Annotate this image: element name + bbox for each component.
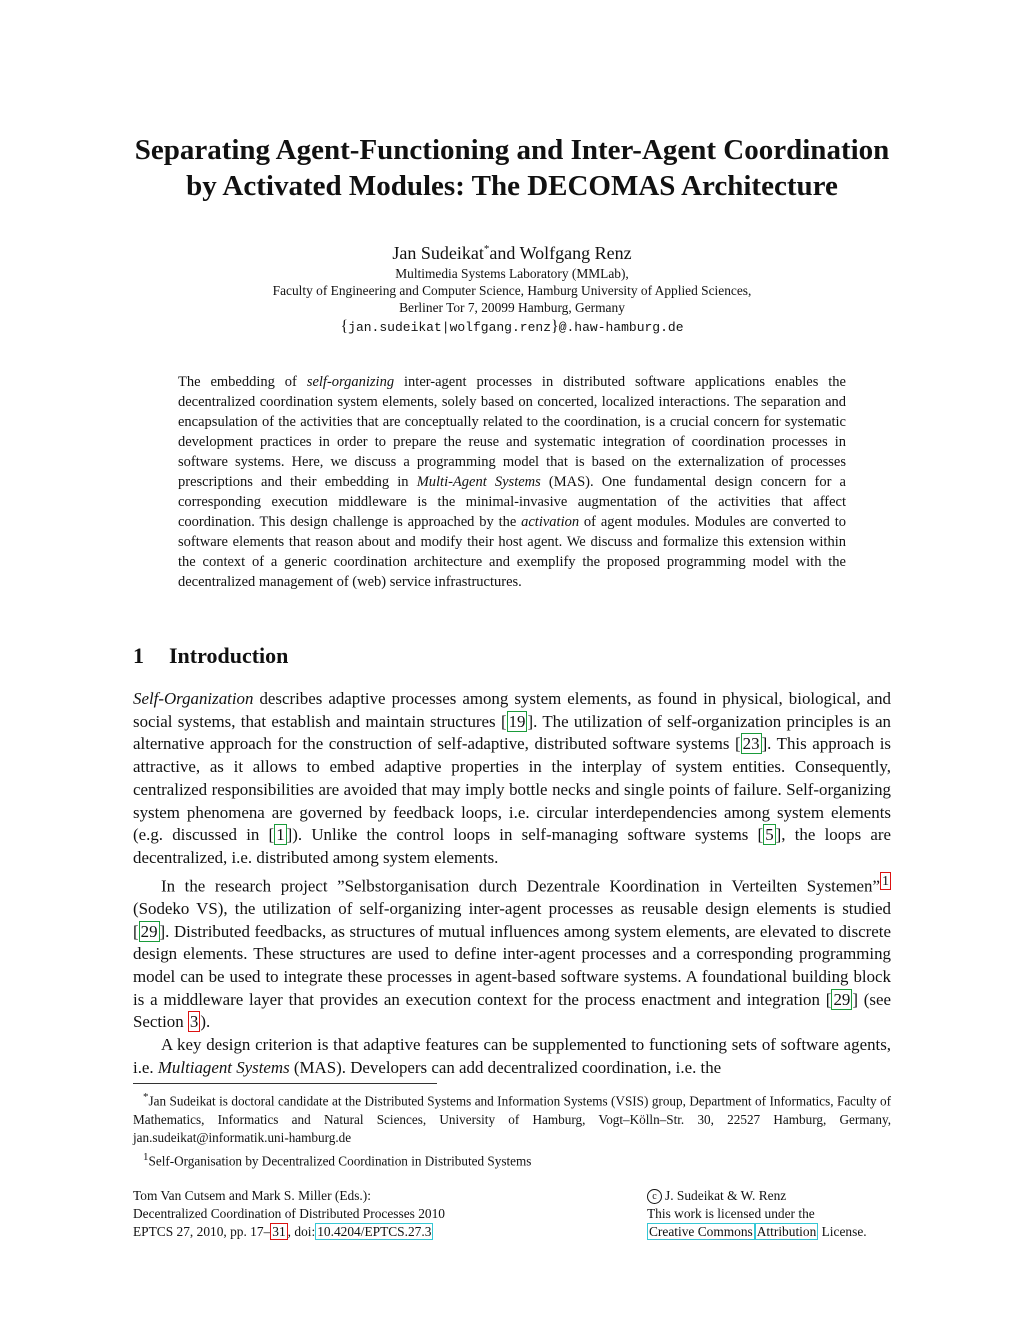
paragraph: In the research project ”Selbstorganisation durch Dezentrale Koordination in Verteilten Systemen” $^1$ (Sodeko VS), the utilization of self-organizing inter-agent processes as reusable design elements is studied [ 29 ]. Distributed feedbacks, as structures of mutual influences among system elements, are elevated to discrete design elements. These structures are used to define inter-agent processes and a corresponding programming model can be used to integrate these processes in agent-based software systems. A foundational building block is a middleware layer that provides an execution context for the process enactment and integration [ 29 ] (see Section 3 ). (133, 872, 891, 1032)
doi-link[interactable]: 10.4204/EPTCS.27.3 (317, 1224, 432, 1239)
creative-commons-link[interactable]: Creative Commons (649, 1224, 753, 1239)
author-list (0, 238, 1024, 264)
citation-link[interactable]: 19 (508, 711, 526, 731)
citation-link[interactable]: 1 (276, 825, 285, 845)
abstract: The embedding of self-organizing inter-agent processes in distributed software applications enables the decentralized coordination system elements, solely based on concerted, localized interactions. The separation and encapsulation of the activities that are conceptually related to the coordination, is a crucial concern for systematic development practices in order to prepare the reuse and systematic integration of coordination processes in software systems. Here, we discuss a programming model that is based on the externalization of processes prescriptions and their embedding in Multi-Agent Systems (MAS). One fundamental design concern for a corresponding execution middleware is the minimal-invasive augmentation of the activities that affect coordination. This design challenge is approached by the activation of agent modules. Modules are converted to software elements that reason about and modify their host agent. We discuss and formalize this extension within the context of a generic coordination architecture and exemplify the proposed programming model with the decentralized management of (web) service infrastructures. (178, 374, 846, 590)
last-page-link[interactable]: 31 (272, 1224, 286, 1239)
abstract-emphasis: Multi-Agent Systems (416, 474, 541, 490)
footnote-1: $^1$Self-Organisation by Decentralized Coordination in Distributed Systems (143, 1150, 532, 1169)
section-link[interactable]: 3 (189, 1012, 199, 1032)
footnote-divider (133, 1083, 437, 1084)
author-renz: and Wolfgang Renz (489, 243, 632, 263)
title-line-2: by Activated Modules: The DECOMAS Architecture (186, 170, 838, 202)
footnotes (133, 1088, 891, 1171)
email-open-brace: { (340, 318, 349, 335)
affiliation (0, 265, 1024, 316)
abstract-emphasis: self-organizing (306, 374, 395, 390)
author-emails (0, 318, 1024, 336)
footnote-link[interactable]: 1 (881, 872, 889, 889)
affiliation-line-2: Faculty of Engineering and Computer Science, Hamburg University of Applied Sciences, (272, 283, 752, 298)
citation-link[interactable]: 23 (742, 734, 760, 754)
email-domain: @.haw-hamburg.de (558, 320, 684, 335)
citation-link[interactable]: 29 (140, 921, 158, 941)
citation-link[interactable]: 5 (765, 825, 774, 845)
author-footnote-mark[interactable]: * (483, 243, 490, 255)
paragraph: Self-Organization describes adaptive processes among system elements, as found in physical, biological, and social systems, that establish and maintain structures [ 19 ]. The utilization of self-organization principles is an alternative approach for the construction of self-adaptive, distributed software systems [ 23 ]. This approach is attractive, as it allows to embed adaptive properties in the interplay of system entities. Consequently, centralized responsibilities are avoided that may imply bottle necks and single points of failure. Self-organizing system phenomena are governed by feedback loops, i.e. circular interdependencies among system elements (e.g. discussed in [ 1 ]). Unlike the control loops in self-managing software systems [ 5 ], the loops are decentralized, i.e. distributed among system elements. (133, 689, 892, 867)
footer-license: c J. Sudeikat & W. Renz This work is licensed under the Creative Commons Attribution License. (647, 1188, 867, 1239)
paragraph: A key design criterion is that adaptive features can be supplemented to functioning sets of software agents, i.e. Multiagent Systems (MAS). Developers can add decentralized coordination, i.e. the (133, 1035, 891, 1077)
section-title: Introduction (169, 643, 289, 668)
author-sudeikat: Jan Sudeikat (392, 243, 484, 263)
citation-link[interactable]: 29 (833, 989, 851, 1009)
attribution-link[interactable]: Attribution (756, 1224, 817, 1239)
affiliation-line-3: Berliner Tor 7, 20099 Hamburg, Germany (399, 300, 625, 315)
introduction-body (133, 688, 891, 1080)
email-names: jan.sudeikat|wolfgang.renz (348, 320, 551, 335)
paper-title (80, 132, 944, 204)
email-close-brace: } (551, 318, 559, 335)
affiliation-line-1: Multimedia Systems Laboratory (MMLab), (395, 266, 629, 281)
abstract-emphasis: activation (521, 514, 580, 530)
section-number: 1 (133, 643, 144, 668)
footnote-author: *Jan Sudeikat is doctoral candidate at the Distributed Systems and Information Systems (VSIS) group, Department of Informatics, Faculty of Mathematics, Informatics and Natural Sciences, University of Hamburg, Vogt–Kölln–Str. 30, 22527 Hamburg, Germany, jan.sudeikat@informatik.uni-hamburg.de (133, 1091, 891, 1146)
title-line-1: Separating Agent-Functioning and Inter-Agent Coordination (134, 134, 890, 166)
section-heading-introduction (133, 643, 288, 669)
footer-publication-info: Tom Van Cutsem and Mark S. Miller (Eds.): Decentralized Coordination of Distributed Processes 2010 EPTCS 27, 2010, pp. 17– 31 , doi: 10.4204/EPTCS.27.3 (133, 1188, 445, 1239)
copyright-icon: c (647, 1189, 662, 1204)
